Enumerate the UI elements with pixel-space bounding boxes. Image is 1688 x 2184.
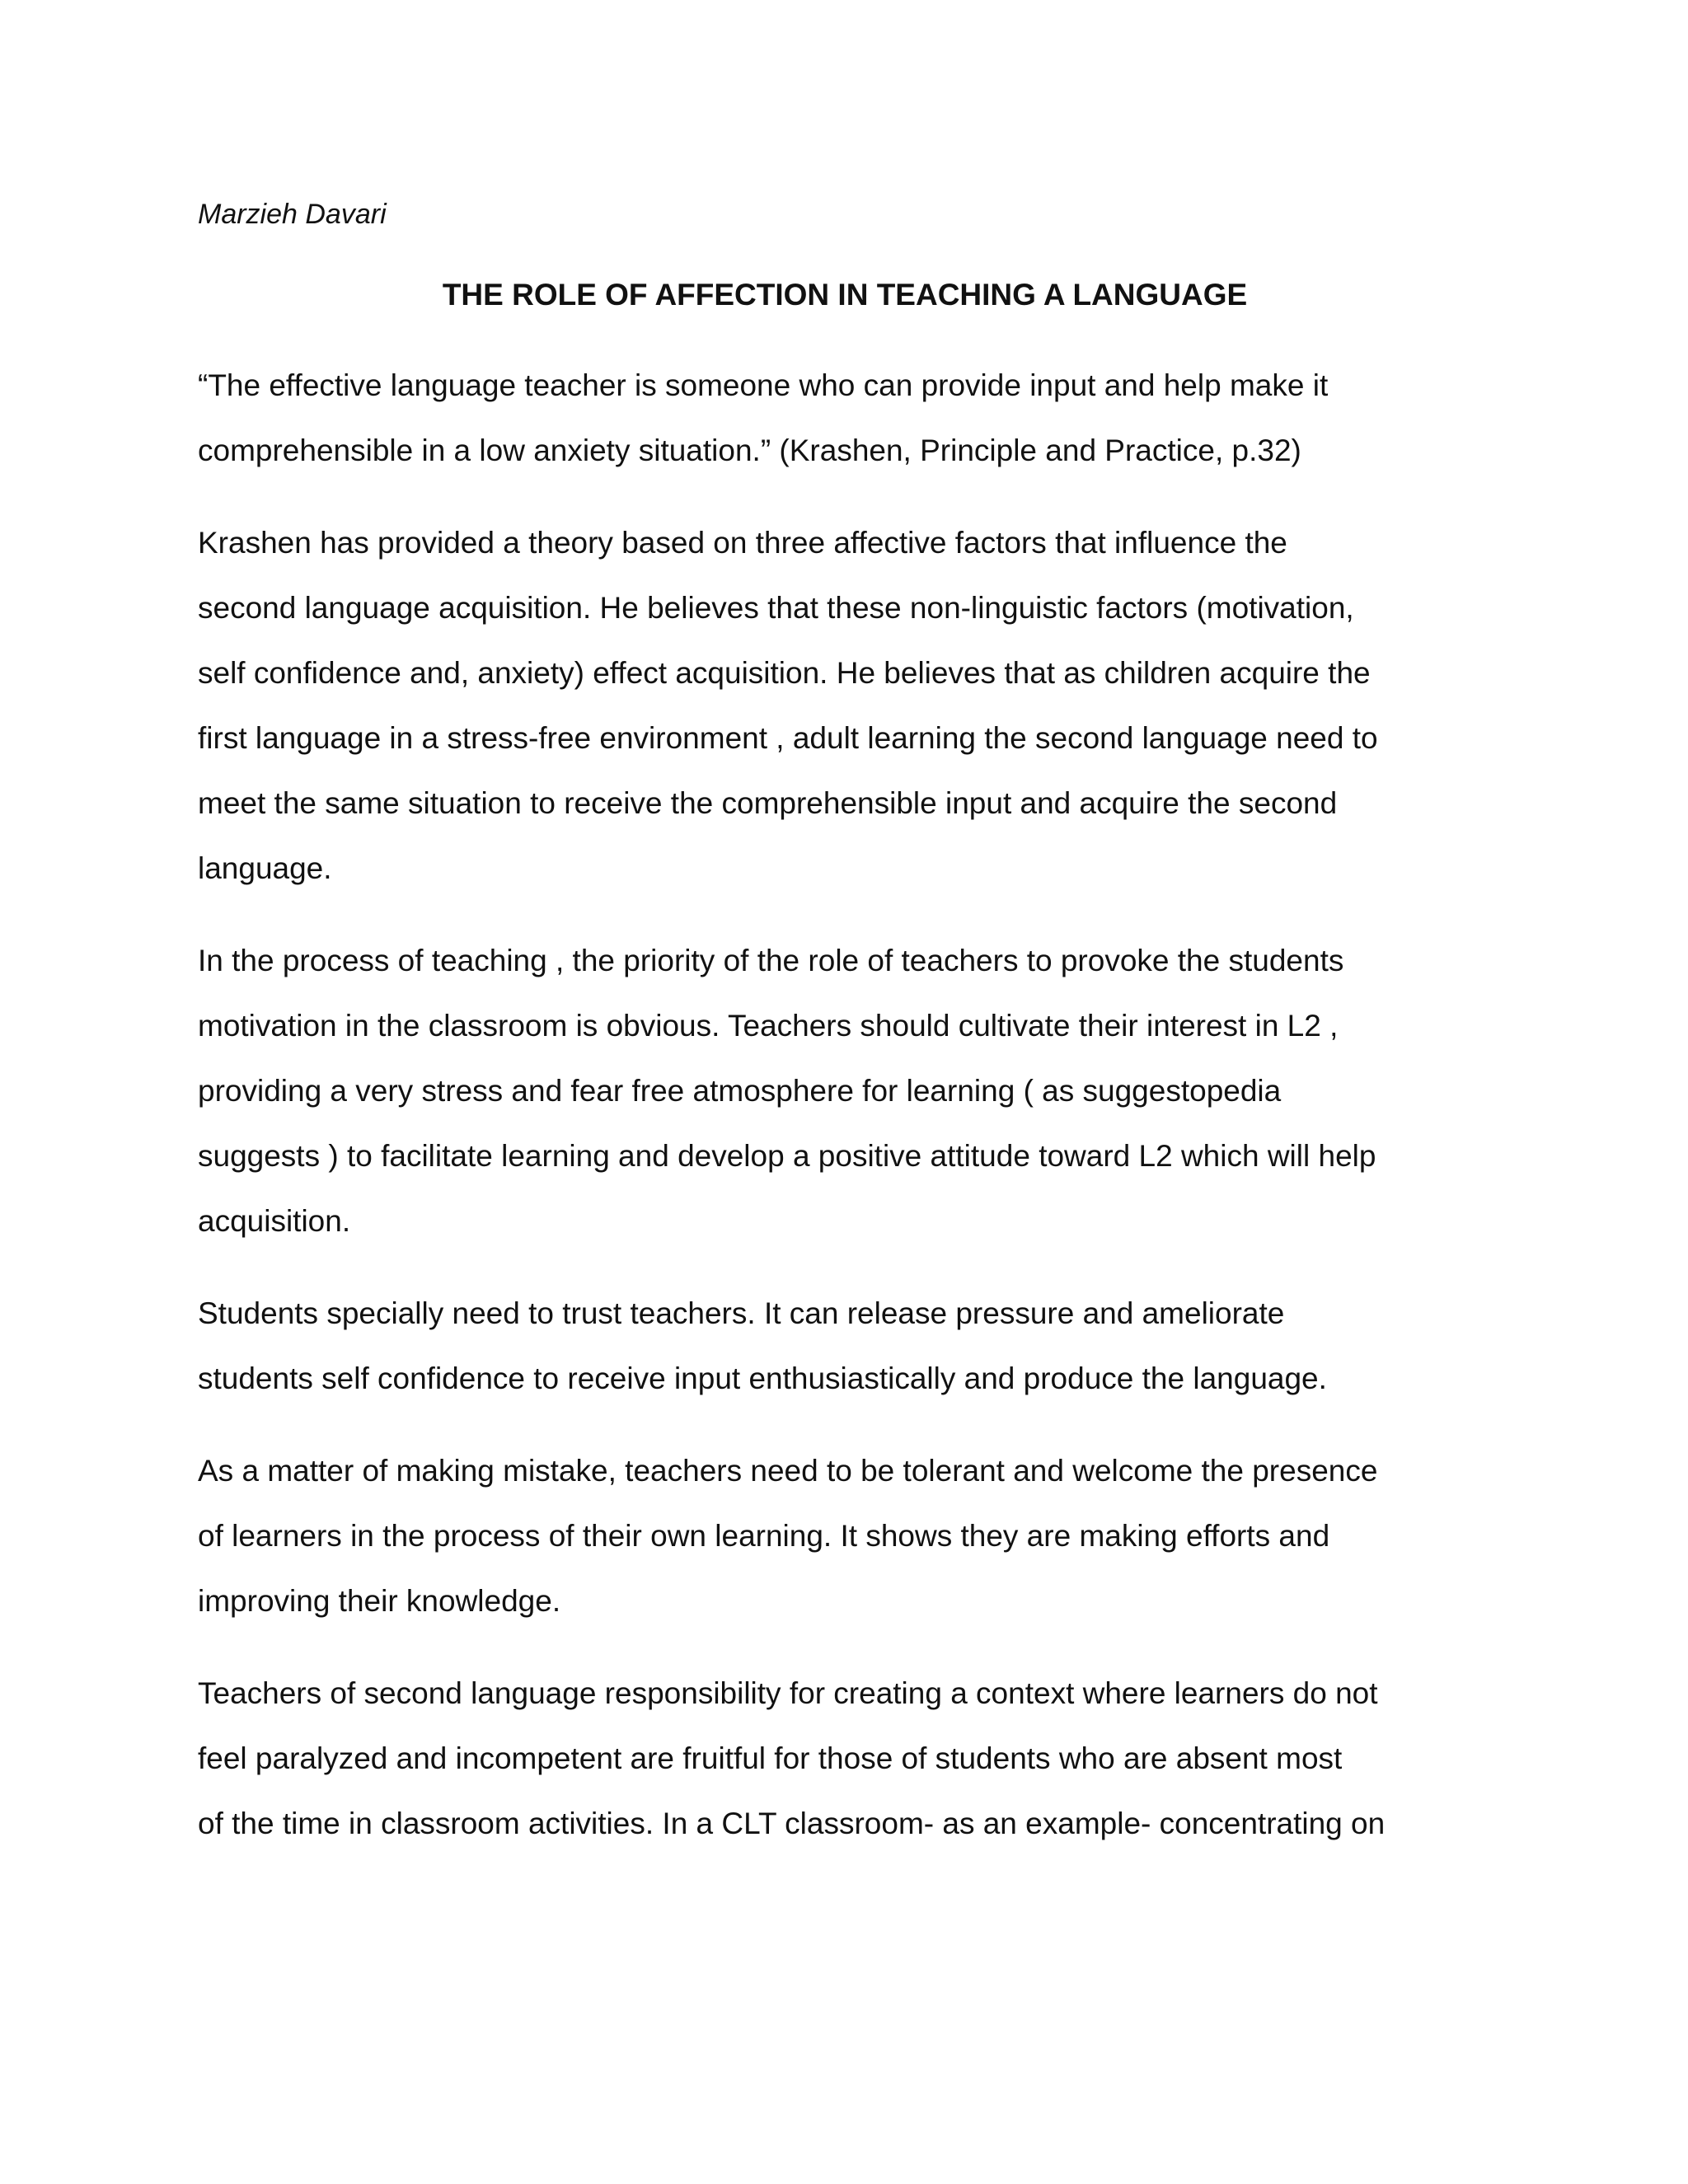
paragraph-responsibility — [198, 1661, 1492, 1856]
paragraph-line: As a matter of making mistake, teachers need to be tolerant and welcome the presence — [198, 1454, 1378, 1488]
paragraph-line: language. — [198, 851, 332, 885]
author-name: Marzieh Davari — [198, 199, 387, 230]
paragraph-line: meet the same situation to receive the comprehensible input and acquire the second — [198, 786, 1338, 820]
paragraph-teaching-process — [198, 928, 1492, 1254]
paragraph-line: Students specially need to trust teachers. It can release pressure and ameliorate — [198, 1296, 1285, 1330]
paragraph-line: In the process of teaching , the priority of the role of teachers to provoke the students — [198, 944, 1344, 977]
paragraph-line: students self confidence to receive input enthusiastically and produce the language. — [198, 1361, 1327, 1395]
document-body — [198, 190, 1492, 1883]
paragraph-line: comprehensible in a low anxiety situation.” (Krashen, Principle and Practice, p.32) — [198, 434, 1301, 467]
paragraph-line: acquisition. — [198, 1204, 351, 1238]
paragraph-line: of the time in classroom activities. In a CLT classroom- as an example- concentrating on — [198, 1807, 1386, 1840]
paragraph-trust — [198, 1281, 1492, 1411]
paragraph-line: “The effective language teacher is someone who can provide input and help make it — [198, 368, 1329, 402]
paragraph-line: improving their knowledge. — [198, 1584, 561, 1618]
paragraph-line: first language in a stress-free environment , adult learning the second language need to — [198, 721, 1378, 755]
paragraph-line: Krashen has provided a theory based on three affective factors that influence the — [198, 526, 1287, 560]
document-title: THE ROLE OF AFFECTION IN TEACHING A LANGUAGE — [442, 278, 1248, 312]
paragraph-line: self confidence and, anxiety) effect acquisition. He believes that as children acquire the — [198, 656, 1371, 690]
paragraph-mistakes — [198, 1438, 1492, 1633]
paragraph-krashen-theory — [198, 510, 1492, 901]
paragraph-line: providing a very stress and fear free atmosphere for learning ( as suggestopedia — [198, 1074, 1282, 1108]
paragraph-line: feel paralyzed and incompetent are fruitful for those of students who are absent most — [198, 1741, 1343, 1775]
paragraph-line: of learners in the process of their own learning. It shows they are making efforts and — [198, 1519, 1330, 1553]
paragraph-line: suggests ) to facilitate learning and develop a positive attitude toward L2 which will help — [198, 1139, 1376, 1173]
paragraph-quote — [198, 353, 1492, 483]
paragraph-line: second language acquisition. He believes that these non-linguistic factors (motivation, — [198, 591, 1354, 625]
paragraph-line: motivation in the classroom is obvious. Teachers should cultivate their interest in L2 , — [198, 1009, 1339, 1043]
paragraph-line: Teachers of second language responsibility for creating a context where learners do not — [198, 1676, 1378, 1710]
